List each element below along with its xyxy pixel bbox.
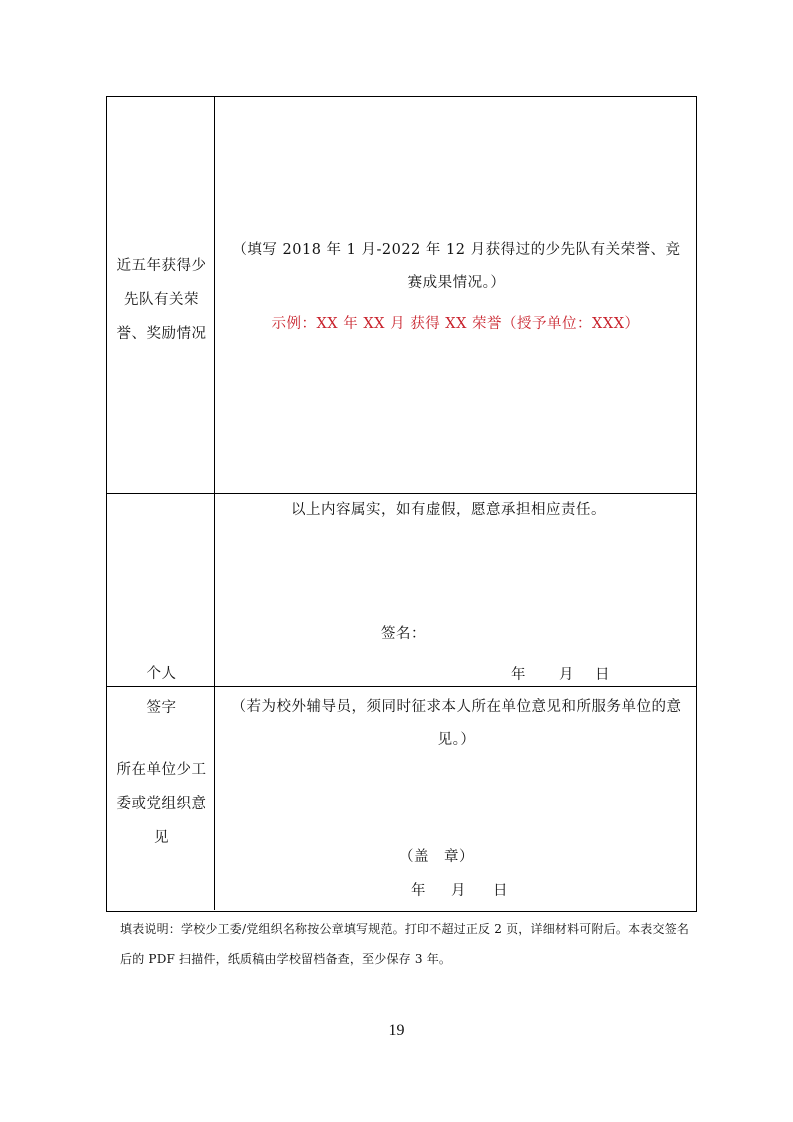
opinion-label: 所在单位少工委或党组织意见 — [116, 762, 207, 846]
seal-label: （盖 章） — [399, 849, 474, 865]
opinion-content-cell[interactable] — [215, 687, 696, 910]
honors-instruction: （填写 2018 年 1 月-2022 年 12 月获得过的少先队有关荣誉、竞赛成果情况。） — [232, 242, 681, 291]
signature-label-line1: 个人 — [146, 666, 177, 682]
signature-content-cell[interactable] — [215, 494, 696, 686]
signature-year: 年 — [511, 667, 526, 683]
signature-row — [107, 494, 696, 716]
honors-row — [107, 97, 696, 494]
declaration-text: 以上内容属实，如有虚假，愿意承担相应责任。 — [291, 502, 606, 518]
opinion-day: 日 — [493, 883, 508, 899]
honors-example: 示例：XX 年 XX 月 获得 XX 荣誉（授予单位：XXX） — [271, 316, 640, 332]
opinion-year: 年 — [411, 883, 426, 899]
honors-label-cell — [107, 97, 215, 493]
application-form-table — [106, 96, 697, 912]
signature-label-line2: 签字 — [146, 700, 177, 716]
signature-label-cell — [107, 494, 215, 716]
opinion-label-cell — [107, 687, 215, 910]
opinion-instruction: （若为校外辅导员，须同时征求本人所在单位意见和所服务单位的意见。） — [231, 699, 682, 748]
form-instructions-footnote: 填表说明：学校少工委/党组织名称按公章填写规范。打印不超过正反 2 页，详细材料可附后。本表交签名后的 PDF 扫描件，纸质稿由学校留档备查，至少保存 3 年。 — [120, 922, 690, 966]
honors-label: 近五年获得少先队有关荣誉、奖励情况 — [116, 258, 207, 342]
signature-month: 月 — [559, 667, 574, 683]
signature-day: 日 — [595, 667, 610, 683]
sign-label: 签名： — [381, 626, 426, 642]
honors-content-cell[interactable] — [215, 97, 696, 493]
page-number: 19 — [388, 1022, 405, 1039]
opinion-row — [107, 687, 696, 910]
opinion-month: 月 — [451, 883, 466, 899]
